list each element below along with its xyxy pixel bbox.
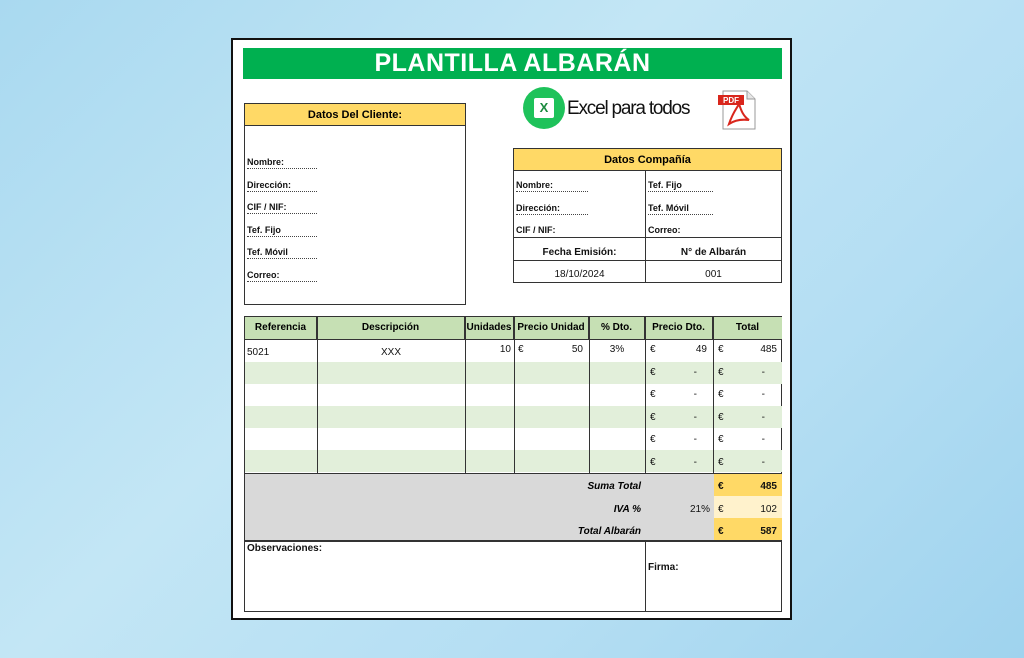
iva-cur: € (718, 504, 724, 515)
row1-price-cur: € (518, 344, 524, 355)
client-field-tef-movil: Tef. Móvil (247, 247, 317, 259)
company-field-tef-fijo: Tef. Fijo (648, 180, 713, 192)
row4-pdto-cur: € (650, 412, 656, 423)
client-field-nombre: Nombre: (247, 157, 317, 169)
company-divider (645, 171, 646, 283)
row6-pdto-cur: € (650, 457, 656, 468)
company-line-2 (514, 260, 781, 261)
page-title: PLANTILLA ALBARÁN (243, 48, 782, 79)
row4-total-cur: € (718, 412, 724, 423)
company-line-1 (514, 237, 781, 238)
client-field-cif: CIF / NIF: (247, 202, 317, 214)
albaran-number-label: N° de Albarán (680, 247, 747, 258)
row5-total-cur: € (718, 434, 724, 445)
col-header-descripcion: Descripción (317, 317, 465, 339)
suma-value: 485 (760, 481, 777, 492)
row2-pdto-cur: € (650, 367, 656, 378)
row2-total: - (761, 367, 765, 378)
total-albaran-label: Total Albarán (577, 526, 641, 537)
row3-pdto-cur: € (650, 389, 656, 400)
col-header-referencia: Referencia (245, 317, 317, 339)
suma-total-label: Suma Total (587, 481, 641, 492)
grid-col-1 (317, 317, 318, 473)
albaran-number-value: 001 (705, 269, 722, 280)
grid-col-2 (465, 317, 466, 473)
col-header-total: Total (713, 317, 782, 339)
company-field-direccion: Dirección: (516, 203, 588, 215)
row3-total: - (761, 389, 765, 400)
company-field-nombre: Nombre: (516, 180, 588, 192)
logo-text: Excel para todos (567, 98, 690, 119)
client-field-correo: Correo: (247, 270, 317, 282)
pdf-icon[interactable] (717, 90, 759, 130)
row5-pdto-cur: € (650, 434, 656, 445)
iva-value: 102 (760, 504, 777, 515)
iva-rate: 21% (689, 504, 710, 515)
company-header: Datos Compañía (514, 149, 781, 171)
company-box (513, 148, 782, 283)
col-header-unidades: Unidades (465, 317, 514, 339)
totals-area (245, 473, 714, 540)
row3-total-cur: € (718, 389, 724, 400)
col-header-precio-dto: Precio Dto. (645, 317, 713, 339)
col-header-dto: % Dto. (589, 317, 645, 339)
footer-box (244, 540, 782, 612)
row1-total: 485 (760, 344, 777, 355)
iva-label: IVA % (613, 504, 641, 515)
suma-cur: € (718, 481, 724, 492)
row1-pdto-cur: € (650, 344, 656, 355)
total-cur: € (718, 526, 724, 537)
row2-pdto: - (693, 367, 697, 378)
row3-pdto: - (693, 389, 697, 400)
company-field-cif: CIF / NIF: (516, 225, 556, 235)
row4-pdto: - (693, 412, 697, 423)
grid-col-3 (514, 317, 515, 473)
client-header: Datos Del Cliente: (245, 104, 465, 126)
albaran-sheet (231, 38, 792, 620)
row1-desc: XXX (380, 347, 401, 358)
row2-total-cur: € (718, 367, 724, 378)
row1-price: 50 (571, 344, 583, 355)
firma-label: Firma: (648, 562, 679, 573)
client-field-direccion: Dirección: (247, 180, 317, 192)
row5-pdto: - (693, 434, 697, 445)
row1-units: 10 (499, 344, 511, 355)
row1-pdto: 49 (695, 344, 707, 355)
observaciones-label: Observaciones: (247, 543, 323, 554)
company-field-tef-movil: Tef. Móvil (648, 203, 713, 215)
row6-total: - (761, 457, 765, 468)
row4-total: - (761, 412, 765, 423)
row5-total: - (761, 434, 765, 445)
total-value: 587 (760, 526, 777, 537)
client-field-tef-fijo: Tef. Fijo (247, 225, 317, 237)
row1-dto: 3% (609, 344, 625, 355)
excel-logo-icon: X (523, 87, 565, 129)
row1-total-cur: € (718, 344, 724, 355)
fecha-label: Fecha Emisión: (542, 247, 617, 258)
grid-col-4 (589, 317, 590, 473)
company-field-correo: Correo: (648, 225, 681, 235)
row1-ref: 5021 (247, 347, 270, 358)
svg-text:PDF: PDF (723, 96, 739, 105)
col-header-precio-unidad: Precio Unidad (514, 317, 589, 339)
row6-pdto: - (693, 457, 697, 468)
fecha-value: 18/10/2024 (554, 269, 605, 280)
footer-divider (645, 541, 646, 611)
totals-top-line (245, 473, 782, 474)
row6-total-cur: € (718, 457, 724, 468)
